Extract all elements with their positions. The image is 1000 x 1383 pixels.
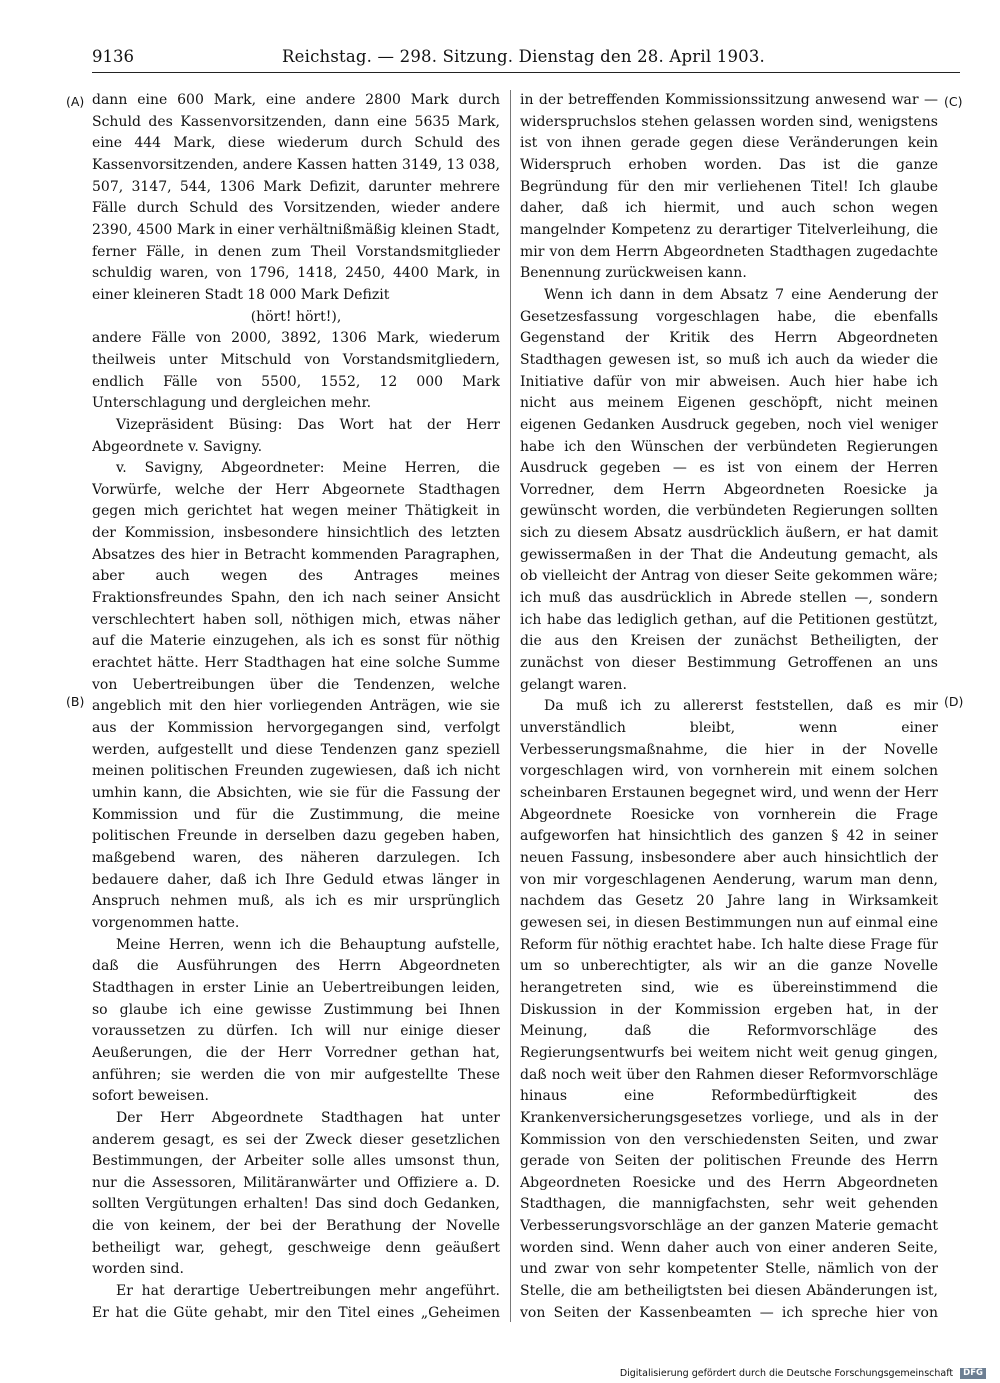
paragraph: Meine Herren, wenn ich die Behauptung aufstelle, daß die Ausführungen des Herrn Abgeordneten Stadthagen in erster Linie an Uebertreibungen leiden, so glaube ich eine gewisse Zustimmung bei Ihnen voraussetzen zu dürfen. Ich will nur einige dieser Aeußerungen, die der Herr Vorredner gethan hat, anführen; sie werden die von mir aufgestellte These sofort beweisen.	[92, 936, 500, 1105]
paragraph: dann eine 600 Mark, eine andere 2800 Mark durch Schuld des Kassenvorsitzenden, dann eine 5635 Mark, eine 444 Mark, diese wiederum durch Schuld des Kassenvorsitzenden, andere Kassen hatten 3149, 13 038, 507, 3147, 544, 1306 Mark Defizit, darunter mehrere Fälle durch Schuld des Vorsitzenden, wieder andere 2390, 4500 Mark in einer verhältnißmäßig kleinen Stadt, ferner Fälle, in denen zum Theil Vorstandsmitglieder schuldig waren, von 1796, 1418, 2450, 4400 Mark, in einer kleineren Stadt 18 000 Mark Defizit	[92, 92, 500, 303]
digitization-footer	[620, 1367, 986, 1380]
speaker-paragraph: Vizepräsident Büsing: Das Wort hat der Herr Abgeordnete v. Savigny.	[92, 416, 500, 455]
footer-text: Digitalisierung gefördert durch die Deutsche Forschungsgemeinschaft	[619, 1368, 954, 1379]
paragraph: Er hat derartige Uebertreibungen mehr angeführt. Er hat die Güte gehabt, mir den Titel eines „Geheimen	[92, 1283, 500, 1321]
running-header	[92, 46, 960, 73]
paragraph: andere Fälle von 2000, 3892, 1306 Mark, wiederum theilweis unter Mitschuld von Vorstandsmitgliedern, endlich Fälle von 5500, 1552, 12 000 Mark Unterschlagung und dergleichen mehr.	[92, 330, 500, 412]
page-number: 9136	[92, 47, 134, 66]
interjection: (hört! hört!),	[250, 308, 342, 325]
column-divider	[510, 90, 511, 1322]
paragraph: Der Herr Abgeordnete Stadthagen hat unter anderem gesagt, es sei der Zweck dieser gesetzlichen Bestimmungen, der Arbeiter solle alles umsonst thun, nur die Assessoren, Militäranwärter und Offiziere a. D. sollten Vergütungen erhalten! Das sind doch Gedanken, die von keinem, der bei der Berathung der Novelle betheiligt war, gehegt, geschweige denn geäußert worden sind.	[92, 1109, 500, 1278]
margin-marker-b: (B)	[66, 694, 85, 709]
paragraph: Da muß ich zu allererst feststellen, daß es mir unverständlich bleibt, wenn einer Verbesserungsmaßnahme, die hier in der Novelle vorgeschlagen wird, von vornherein mit einem solchen scheinbaren Erstaunen begegnet wird, und wenn der Herr Abgeordnete Roesicke von vornherein die Frage aufgeworfen hat hinsichtlich des ganzen § 42 in seiner neuen Fassung, insbesondere aber auch hinsichtlich der von mir vorgeschlagenen Aenderung, warum man denn, nachdem das Gesetz 20 Jahre lang in Wirksamkeit gewesen sei, in diesen Bestimmungen nun auf einmal eine Reform für nöthig erachtet habe. Ich halte diese Frage für um so unberechtigter, als wir an die ganze Novelle herangetreten sind, wie es übereinstimmend die Diskussion in der Kommission ergeben hat, in der Meinung, daß die Reformvorschläge des Regierungsentwurfs bei weitem nicht weit genug gingen, daß noch weit über den Rahmen dieser Reformvorschläge hinaus eine Reformbedürftigkeit des Krankenversicherungsgesetzes vorliege, und als in der Kommission von den verschiedensten Seiten, und zwar gerade von Seiten der politischen Freunde des Herrn Abgeordneten Roesicke und des Herrn Abgeordneten Stadthagen, die mannigfachsten, sehr weit gehenden Verbesserungsvorschläge an der ganzen Materie gemacht worden sind. Wenn daher auch von einer anderen Seite, und zwar von sehr kompetenter Stelle, nämlich von der Stelle, die am betheiligtsten bei diesen Abänderungen ist, von Seiten der Kassenbeamten — ich spreche hier von	[520, 698, 938, 1321]
dfg-logo: DFG	[960, 1368, 986, 1379]
paragraph: Wenn ich dann in dem Absatz 7 eine Aenderung der Gesetzesfassung vorgeschlagen habe, die ebenfalls Gegenstand der Kritik des Herrn Abgeordneten Stadthagen gewesen ist, so muß ich auch da wieder die Initiative dafür von mir abweisen. Auch hier habe ich nicht aus meinem Eigenen geschöpft, nicht meinen eigenen Gedanken Ausdruck gegeben, noch viel weniger habe ich den Wünschen der verbündeten Regierungen Ausdruck gegeben — es ist von einem der Herren Vorredner, dem Herrn Abgeordneten Roesicke ja gewünscht worden, die verbündeten Regierungen sollten sich zu diesem Absatz ausdrücklich äußern, er hat damit gewissermaßen in der That die Andeutung gemacht, als ob vielleicht der Antrag von dieser Seite gekommen wäre; ich muß das ausdrücklich in Abrede stellen —, sondern ich habe das lediglich gethan, auf die Petitionen gestützt, die aus den Kreisen der zunächst Betheiligten, der zunächst von dieser Bestimmung Getroffenen an uns gelangt waren.	[520, 286, 938, 693]
running-title: Reichstag. — 298. Sitzung. Dienstag den 28. April 1903.	[282, 47, 765, 66]
margin-marker-a: (A)	[66, 94, 85, 109]
margin-marker-c: (C)	[944, 94, 963, 109]
right-column	[520, 90, 938, 1322]
margin-marker-d: (D)	[944, 694, 964, 709]
speaker-paragraph: v. Savigny, Abgeordneter: Meine Herren, die Vorwürfe, welche der Herr Abgeornete Stadthagen gegen mich gerichtet hat wegen meiner Thätigkeit in der Kommission, insbesondere hinsichtlich des letzten Absatzes des hier in Betracht kommenden Paragraphen, aber auch wegen des Antrages meines Fraktionsfreundes Spahn, den ich nach seiner Ansicht verschlechtert haben soll, nöthigen mich, etwas näher auf die Materie einzugehen, als ich es sonst für nöthig erachtet hätte. Herr Stadthagen hat eine solche Summe von Uebertreibungen über die Tendenzen, welche angeblich mit den hier vorliegenden Anträgen, wie sie aus der Kommission hervorgegangen sind, verfolgt werden, aufgestellt und diese Tendenzen ganz speziell meinen politischen Freunden zugewiesen, daß ich nicht umhin kann, die Absichten, wie sie für die Fassung der Kommission und für die Zustimmung, die meine politischen Freunde in derselben dazu gegeben haben, maßgebend waren, des näheren darzulegen. Ich bedauere daher, daß ich Ihre Geduld etwas länger in Anspruch nehmen muß, als ich es mir ursprünglich vorgenommen hatte.	[92, 460, 500, 931]
paragraph: in der betreffenden Kommissionssitzung anwesend war — widerspruchslos stehen gelassen worden sind, wenigstens ist von ihnen gerade gegen diese Veränderungen kein Widerspruch erhoben worden. Das ist die ganze Begründung für den mir verliehenen Titel! Ich glaube daher, daß ich hiermit, und auch schon wegen mangelnder Kompetenz zu derartiger Titelverleihung, die mir von dem Herrn Abgeordneten Stadthagen zugedachte Benennung zurückweisen kann.	[520, 92, 938, 282]
left-column	[92, 90, 500, 1322]
